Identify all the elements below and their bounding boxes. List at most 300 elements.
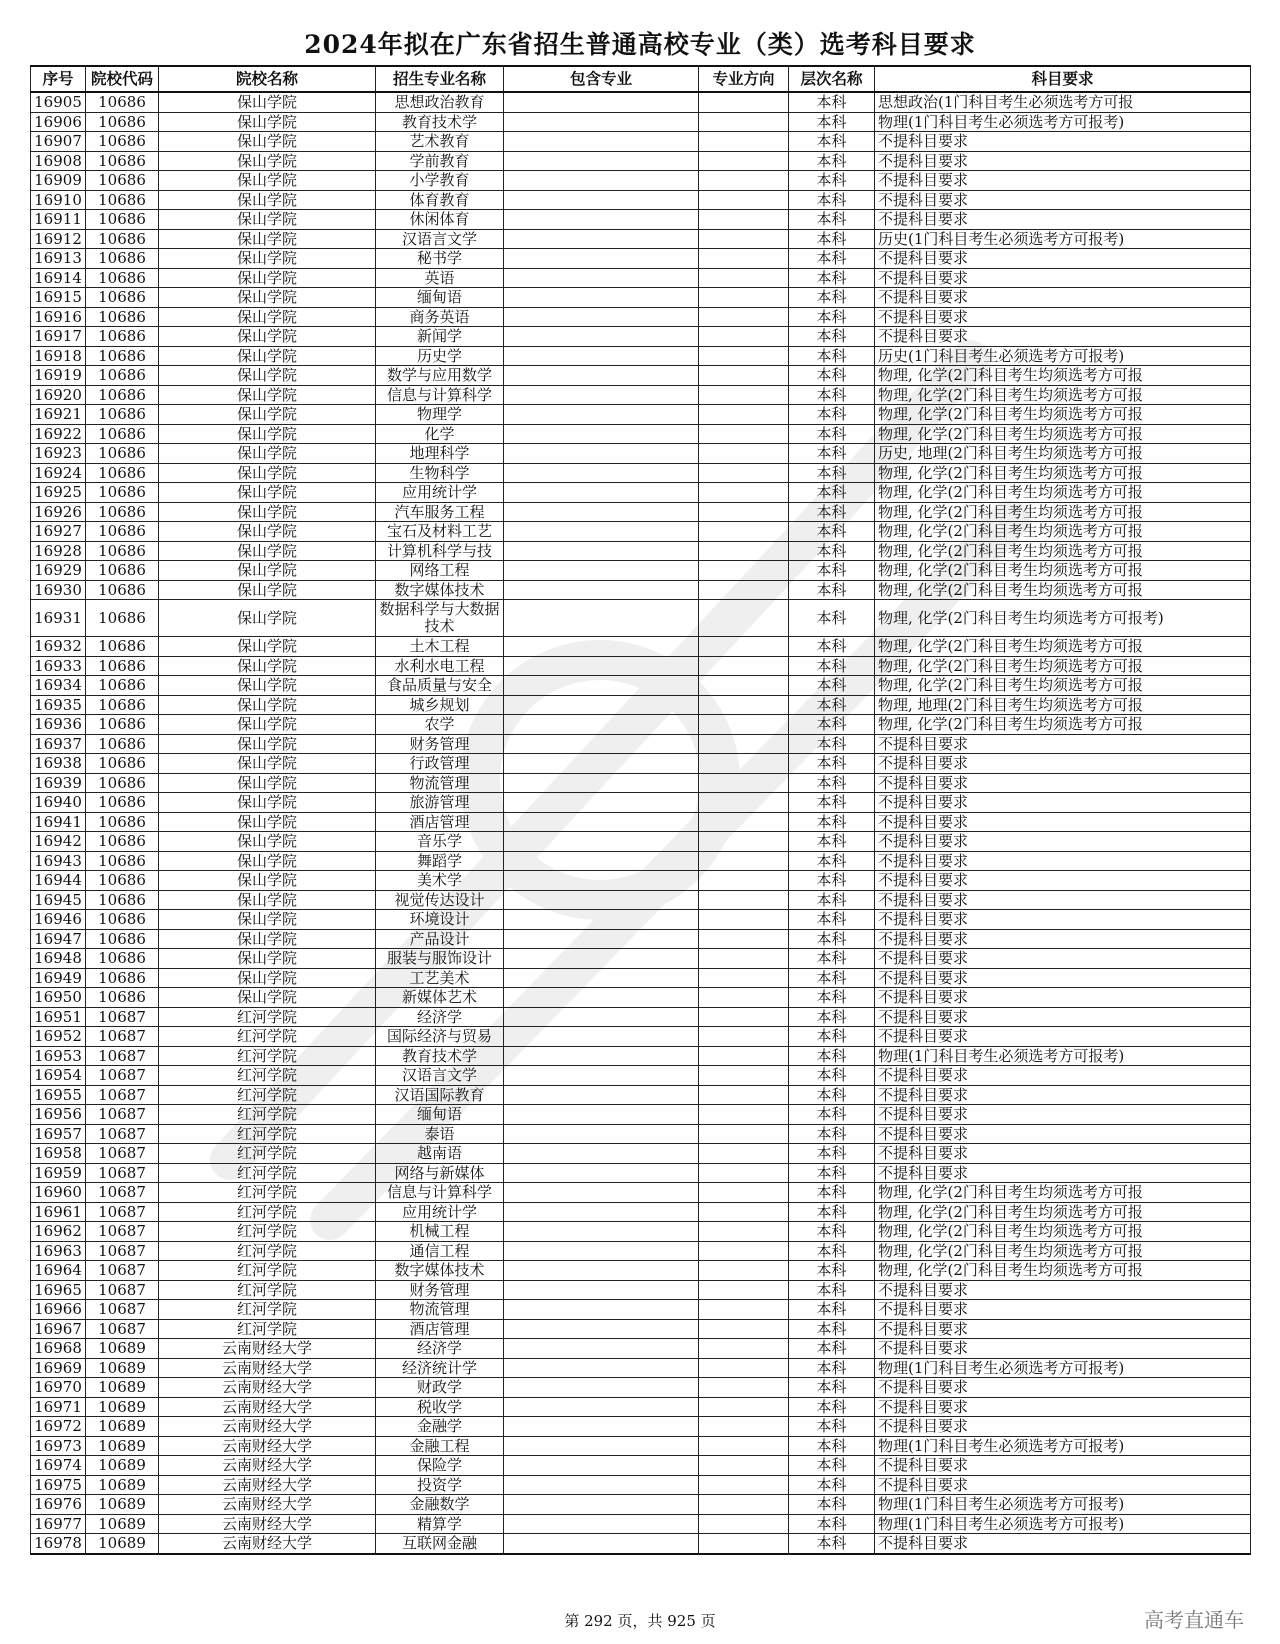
cell-col-major-name: 数学与应用数学 (376, 366, 504, 386)
cell-col-level: 本科 (789, 988, 875, 1008)
cell-col-level: 本科 (789, 151, 875, 171)
cell-col-major-name: 应用统计学 (376, 1202, 504, 1222)
page-title: 2024年拟在广东省招生普通高校专业（类）选考科目要求 (304, 30, 976, 59)
cell-col-included-majors (504, 1066, 699, 1086)
cell-col-subject-req: 不提科目要求 (875, 1280, 1251, 1300)
cell-col-major-name: 信息与计算科学 (376, 1183, 504, 1203)
cell-col-school-code: 10687 (86, 1046, 159, 1066)
table-row (31, 307, 1251, 327)
cell-col-major-name: 历史学 (376, 346, 504, 366)
cell-col-school-code: 10686 (86, 366, 159, 386)
cell-col-subject-req: 历史(1门科目考生必须选考方可报考) (875, 346, 1251, 366)
cell-col-subject-req: 不提科目要求 (875, 910, 1251, 930)
cell-col-subject-req: 物理, 化学(2门科目考生均须选考方可报 (875, 502, 1251, 522)
cell-col-school-code: 10686 (86, 832, 159, 852)
cell-col-included-majors (504, 1261, 699, 1281)
cell-col-school-code: 10686 (86, 541, 159, 561)
cell-col-included-majors (504, 1456, 699, 1476)
cell-col-level: 本科 (789, 268, 875, 288)
cell-col-school-code: 10686 (86, 851, 159, 871)
table-row (31, 773, 1251, 793)
cell-col-direction (699, 1495, 789, 1515)
cell-col-school-name: 保山学院 (159, 249, 376, 269)
cell-col-level: 本科 (789, 890, 875, 910)
table-row (31, 366, 1251, 386)
cell-col-level: 本科 (789, 600, 875, 637)
cell-col-major-name: 城乡规划 (376, 695, 504, 715)
cell-col-major-name: 应用统计学 (376, 483, 504, 503)
cell-col-level: 本科 (789, 229, 875, 249)
cell-col-included-majors (504, 229, 699, 249)
cell-col-included-majors (504, 1085, 699, 1105)
cell-col-school-code: 10686 (86, 988, 159, 1008)
cell-col-major-name: 网络与新媒体 (376, 1163, 504, 1183)
cell-col-subject-req: 不提科目要求 (875, 327, 1251, 347)
table-row (31, 522, 1251, 542)
cell-col-seq: 16948 (31, 949, 86, 969)
table-row (31, 890, 1251, 910)
cell-col-school-name: 红河学院 (159, 1241, 376, 1261)
cell-col-direction (699, 502, 789, 522)
cell-col-school-code: 10686 (86, 190, 159, 210)
cell-col-included-majors (504, 1495, 699, 1515)
cell-col-school-name: 保山学院 (159, 92, 376, 112)
cell-col-major-name: 金融学 (376, 1417, 504, 1437)
cell-col-major-name: 化学 (376, 424, 504, 444)
cell-col-subject-req: 物理, 化学(2门科目考生均须选考方可报 (875, 580, 1251, 600)
cell-col-major-name: 经济学 (376, 1339, 504, 1359)
cell-col-subject-req: 物理, 化学(2门科目考生均须选考方可报考) (875, 600, 1251, 637)
table-row (31, 695, 1251, 715)
cell-col-direction (699, 561, 789, 581)
cell-col-subject-req: 不提科目要求 (875, 851, 1251, 871)
table-row (31, 502, 1251, 522)
cell-col-seq: 16970 (31, 1378, 86, 1398)
cell-col-school-code: 10686 (86, 424, 159, 444)
table-row (31, 1222, 1251, 1242)
cell-col-subject-req: 不提科目要求 (875, 1417, 1251, 1437)
cell-col-included-majors (504, 851, 699, 871)
cell-col-seq: 16931 (31, 600, 86, 637)
cell-col-direction (699, 1124, 789, 1144)
cell-col-included-majors (504, 1358, 699, 1378)
cell-col-subject-req: 不提科目要求 (875, 288, 1251, 308)
cell-col-school-code: 10689 (86, 1495, 159, 1515)
cell-col-level: 本科 (789, 637, 875, 657)
cell-col-major-name: 计算机科学与技 (376, 541, 504, 561)
cell-col-seq: 16915 (31, 288, 86, 308)
cell-col-included-majors (504, 1144, 699, 1164)
header-col-school-code: 院校代码 (86, 66, 159, 92)
cell-col-school-code: 10686 (86, 405, 159, 425)
cell-col-subject-req: 不提科目要求 (875, 1300, 1251, 1320)
cell-col-school-code: 10686 (86, 715, 159, 735)
table-row (31, 112, 1251, 132)
cell-col-subject-req: 不提科目要求 (875, 249, 1251, 269)
cell-col-subject-req: 历史(1门科目考生必须选考方可报考) (875, 229, 1251, 249)
cell-col-direction (699, 171, 789, 191)
cell-col-school-code: 10686 (86, 734, 159, 754)
cell-col-seq: 16929 (31, 561, 86, 581)
cell-col-school-code: 10689 (86, 1397, 159, 1417)
cell-col-subject-req: 物理, 化学(2门科目考生均须选考方可报 (875, 463, 1251, 483)
cell-col-level: 本科 (789, 1436, 875, 1456)
cell-col-school-name: 保山学院 (159, 190, 376, 210)
table-row (31, 637, 1251, 657)
table-row (31, 1027, 1251, 1047)
cell-col-major-name: 新媒体艺术 (376, 988, 504, 1008)
cell-col-level: 本科 (789, 522, 875, 542)
cell-col-level: 本科 (789, 190, 875, 210)
cell-col-seq: 16924 (31, 463, 86, 483)
cell-col-included-majors (504, 910, 699, 930)
cell-col-school-name: 红河学院 (159, 1007, 376, 1027)
cell-col-school-name: 保山学院 (159, 366, 376, 386)
cell-col-included-majors (504, 1475, 699, 1495)
cell-col-seq: 16916 (31, 307, 86, 327)
cell-col-subject-req: 不提科目要求 (875, 268, 1251, 288)
cell-col-school-code: 10687 (86, 1124, 159, 1144)
cell-col-included-majors (504, 1241, 699, 1261)
cell-col-direction (699, 366, 789, 386)
cell-col-school-name: 保山学院 (159, 424, 376, 444)
cell-col-major-name: 机械工程 (376, 1222, 504, 1242)
cell-col-seq: 16923 (31, 444, 86, 464)
cell-col-major-name: 生物科学 (376, 463, 504, 483)
cell-col-major-name: 酒店管理 (376, 1319, 504, 1339)
cell-col-level: 本科 (789, 561, 875, 581)
cell-col-level: 本科 (789, 1397, 875, 1417)
cell-col-seq: 16942 (31, 832, 86, 852)
cell-col-school-code: 10687 (86, 1066, 159, 1086)
cell-col-direction (699, 327, 789, 347)
cell-col-included-majors (504, 405, 699, 425)
cell-col-included-majors (504, 483, 699, 503)
cell-col-included-majors (504, 1183, 699, 1203)
table-row (31, 424, 1251, 444)
cell-col-included-majors (504, 656, 699, 676)
cell-col-school-code: 10686 (86, 910, 159, 930)
table-row (31, 1046, 1251, 1066)
cell-col-school-name: 红河学院 (159, 1163, 376, 1183)
cell-col-school-code: 10687 (86, 1261, 159, 1281)
cell-col-school-name: 保山学院 (159, 229, 376, 249)
cell-col-subject-req: 不提科目要求 (875, 773, 1251, 793)
cell-col-major-name: 艺术教育 (376, 132, 504, 152)
cell-col-subject-req: 不提科目要求 (875, 1339, 1251, 1359)
cell-col-seq: 16927 (31, 522, 86, 542)
cell-col-level: 本科 (789, 695, 875, 715)
cell-col-seq: 16933 (31, 656, 86, 676)
cell-col-seq: 16905 (31, 92, 86, 112)
cell-col-level: 本科 (789, 327, 875, 347)
cell-col-subject-req: 不提科目要求 (875, 171, 1251, 191)
cell-col-school-name: 保山学院 (159, 734, 376, 754)
table-row (31, 1417, 1251, 1437)
cell-col-seq: 16917 (31, 327, 86, 347)
cell-col-school-code: 10686 (86, 444, 159, 464)
cell-col-included-majors (504, 1417, 699, 1437)
table-row (31, 171, 1251, 191)
cell-col-major-name: 越南语 (376, 1144, 504, 1164)
cell-col-direction (699, 1105, 789, 1125)
cell-col-included-majors (504, 773, 699, 793)
cell-col-level: 本科 (789, 385, 875, 405)
cell-col-level: 本科 (789, 112, 875, 132)
cell-col-level: 本科 (789, 210, 875, 230)
cell-col-direction (699, 676, 789, 696)
cell-col-school-name: 云南财经大学 (159, 1397, 376, 1417)
cell-col-included-majors (504, 541, 699, 561)
cell-col-included-majors (504, 1436, 699, 1456)
cell-col-seq: 16960 (31, 1183, 86, 1203)
cell-col-school-code: 10686 (86, 502, 159, 522)
cell-col-seq: 16938 (31, 754, 86, 774)
cell-col-level: 本科 (789, 346, 875, 366)
cell-col-major-name: 网络工程 (376, 561, 504, 581)
cell-col-seq: 16945 (31, 890, 86, 910)
table-row (31, 871, 1251, 891)
table-row (31, 561, 1251, 581)
cell-col-direction (699, 268, 789, 288)
cell-col-direction (699, 249, 789, 269)
cell-col-school-code: 10686 (86, 929, 159, 949)
cell-col-school-code: 10689 (86, 1417, 159, 1437)
table-row (31, 949, 1251, 969)
header-col-school-name: 院校名称 (159, 66, 376, 92)
cell-col-school-name: 保山学院 (159, 541, 376, 561)
cell-col-subject-req: 不提科目要求 (875, 871, 1251, 891)
cell-col-subject-req: 物理, 化学(2门科目考生均须选考方可报 (875, 656, 1251, 676)
table-row (31, 249, 1251, 269)
cell-col-level: 本科 (789, 307, 875, 327)
cell-col-major-name: 经济统计学 (376, 1358, 504, 1378)
cell-col-included-majors (504, 346, 699, 366)
cell-col-school-code: 10687 (86, 1241, 159, 1261)
cell-col-level: 本科 (789, 1105, 875, 1125)
cell-col-level: 本科 (789, 968, 875, 988)
cell-col-seq: 16966 (31, 1300, 86, 1320)
cell-col-direction (699, 1319, 789, 1339)
cell-col-included-majors (504, 1319, 699, 1339)
cell-col-seq: 16973 (31, 1436, 86, 1456)
cell-col-school-name: 保山学院 (159, 754, 376, 774)
cell-col-subject-req: 物理, 化学(2门科目考生均须选考方可报 (875, 424, 1251, 444)
cell-col-school-name: 保山学院 (159, 851, 376, 871)
cell-col-included-majors (504, 522, 699, 542)
cell-col-included-majors (504, 1378, 699, 1398)
cell-col-school-name: 云南财经大学 (159, 1436, 376, 1456)
cell-col-seq: 16951 (31, 1007, 86, 1027)
cell-col-included-majors (504, 1046, 699, 1066)
cell-col-seq: 16964 (31, 1261, 86, 1281)
cell-col-school-code: 10686 (86, 676, 159, 696)
table-row (31, 92, 1251, 112)
cell-col-included-majors (504, 600, 699, 637)
cell-col-seq: 16946 (31, 910, 86, 930)
cell-col-major-name: 精算学 (376, 1514, 504, 1534)
cell-col-level: 本科 (789, 734, 875, 754)
cell-col-subject-req: 物理, 化学(2门科目考生均须选考方可报 (875, 522, 1251, 542)
cell-col-level: 本科 (789, 1163, 875, 1183)
cell-col-included-majors (504, 1105, 699, 1125)
cell-col-direction (699, 1261, 789, 1281)
cell-col-direction (699, 1202, 789, 1222)
cell-col-direction (699, 1046, 789, 1066)
cell-col-seq: 16935 (31, 695, 86, 715)
cell-col-school-code: 10686 (86, 695, 159, 715)
cell-col-major-name: 数字媒体技术 (376, 1261, 504, 1281)
cell-col-subject-req: 不提科目要求 (875, 1066, 1251, 1086)
cell-col-included-majors (504, 1339, 699, 1359)
cell-col-school-name: 云南财经大学 (159, 1475, 376, 1495)
cell-col-school-code: 10689 (86, 1339, 159, 1359)
cell-col-school-name: 保山学院 (159, 988, 376, 1008)
table-row (31, 1183, 1251, 1203)
cell-col-school-name: 云南财经大学 (159, 1358, 376, 1378)
cell-col-major-name: 物流管理 (376, 773, 504, 793)
cell-col-level: 本科 (789, 1144, 875, 1164)
cell-col-direction (699, 580, 789, 600)
table-row (31, 968, 1251, 988)
cell-col-school-name: 红河学院 (159, 1027, 376, 1047)
cell-col-included-majors (504, 715, 699, 735)
cell-col-school-name: 保山学院 (159, 600, 376, 637)
cell-col-school-code: 10689 (86, 1534, 159, 1554)
cell-col-major-name: 教育技术学 (376, 1046, 504, 1066)
cell-col-level: 本科 (789, 949, 875, 969)
cell-col-level: 本科 (789, 92, 875, 112)
cell-col-direction (699, 754, 789, 774)
cell-col-subject-req: 不提科目要求 (875, 1163, 1251, 1183)
cell-col-major-name: 食品质量与安全 (376, 676, 504, 696)
header-col-seq: 序号 (31, 66, 86, 92)
cell-col-included-majors (504, 171, 699, 191)
cell-col-level: 本科 (789, 1514, 875, 1534)
cell-col-major-name: 财务管理 (376, 734, 504, 754)
cell-col-level: 本科 (789, 754, 875, 774)
cell-col-subject-req: 不提科目要求 (875, 210, 1251, 230)
cell-col-seq: 16930 (31, 580, 86, 600)
cell-col-school-code: 10686 (86, 229, 159, 249)
cell-col-school-code: 10687 (86, 1105, 159, 1125)
cell-col-school-code: 10689 (86, 1358, 159, 1378)
cell-col-school-code: 10689 (86, 1456, 159, 1476)
cell-col-seq: 16957 (31, 1124, 86, 1144)
cell-col-included-majors (504, 190, 699, 210)
table-row (31, 463, 1251, 483)
cell-col-school-code: 10686 (86, 871, 159, 891)
cell-col-included-majors (504, 502, 699, 522)
cell-col-school-name: 保山学院 (159, 307, 376, 327)
cell-col-level: 本科 (789, 1124, 875, 1144)
brand-mark: 高考直通车 (1144, 1608, 1244, 1632)
cell-col-subject-req: 不提科目要求 (875, 1319, 1251, 1339)
cell-col-major-name: 视觉传达设计 (376, 890, 504, 910)
cell-col-level: 本科 (789, 541, 875, 561)
cell-col-major-name: 秘书学 (376, 249, 504, 269)
cell-col-school-name: 红河学院 (159, 1261, 376, 1281)
cell-col-school-code: 10689 (86, 1475, 159, 1495)
cell-col-school-name: 保山学院 (159, 793, 376, 813)
cell-col-included-majors (504, 1124, 699, 1144)
cell-col-school-code: 10686 (86, 637, 159, 657)
cell-col-school-name: 保山学院 (159, 483, 376, 503)
cell-col-school-name: 保山学院 (159, 695, 376, 715)
cell-col-level: 本科 (789, 1241, 875, 1261)
cell-col-included-majors (504, 1202, 699, 1222)
cell-col-level: 本科 (789, 910, 875, 930)
cell-col-direction (699, 307, 789, 327)
cell-col-seq: 16906 (31, 112, 86, 132)
cell-col-included-majors (504, 734, 699, 754)
cell-col-included-majors (504, 1163, 699, 1183)
cell-col-level: 本科 (789, 773, 875, 793)
cell-col-school-code: 10686 (86, 151, 159, 171)
cell-col-level: 本科 (789, 1027, 875, 1047)
cell-col-school-name: 云南财经大学 (159, 1378, 376, 1398)
cell-col-subject-req: 物理, 化学(2门科目考生均须选考方可报 (875, 1202, 1251, 1222)
cell-col-school-name: 红河学院 (159, 1124, 376, 1144)
cell-col-school-name: 保山学院 (159, 444, 376, 464)
cell-col-level: 本科 (789, 1222, 875, 1242)
cell-col-subject-req: 物理(1门科目考生必须选考方可报考) (875, 1514, 1251, 1534)
cell-col-subject-req: 物理, 化学(2门科目考生均须选考方可报 (875, 561, 1251, 581)
cell-col-school-name: 保山学院 (159, 112, 376, 132)
cell-col-subject-req: 不提科目要求 (875, 793, 1251, 813)
table-row (31, 600, 1251, 637)
cell-col-major-name: 工艺美术 (376, 968, 504, 988)
cell-col-school-name: 红河学院 (159, 1202, 376, 1222)
cell-col-direction (699, 968, 789, 988)
cell-col-major-name: 缅甸语 (376, 288, 504, 308)
header-col-major-name: 招生专业名称 (376, 66, 504, 92)
cell-col-subject-req: 历史, 地理(2门科目考生均须选考方可报 (875, 444, 1251, 464)
cell-col-major-name: 旅游管理 (376, 793, 504, 813)
cell-col-school-name: 保山学院 (159, 405, 376, 425)
cell-col-direction (699, 1007, 789, 1027)
cell-col-direction (699, 890, 789, 910)
cell-col-seq: 16918 (31, 346, 86, 366)
cell-col-level: 本科 (789, 715, 875, 735)
cell-col-school-code: 10686 (86, 92, 159, 112)
table-row (31, 1007, 1251, 1027)
cell-col-included-majors (504, 288, 699, 308)
cell-col-school-name: 红河学院 (159, 1319, 376, 1339)
cell-col-seq: 16975 (31, 1475, 86, 1495)
cell-col-major-name: 舞蹈学 (376, 851, 504, 871)
cell-col-direction (699, 1358, 789, 1378)
table-row (31, 1339, 1251, 1359)
cell-col-direction (699, 541, 789, 561)
cell-col-direction (699, 1300, 789, 1320)
cell-col-direction (699, 424, 789, 444)
cell-col-level: 本科 (789, 1475, 875, 1495)
cell-col-school-name: 保山学院 (159, 929, 376, 949)
cell-col-direction (699, 637, 789, 657)
cell-col-subject-req: 不提科目要求 (875, 812, 1251, 832)
table-row (31, 754, 1251, 774)
cell-col-subject-req: 物理, 化学(2门科目考生均须选考方可报 (875, 541, 1251, 561)
cell-col-school-name: 保山学院 (159, 773, 376, 793)
cell-col-major-name: 新闻学 (376, 327, 504, 347)
cell-col-level: 本科 (789, 929, 875, 949)
cell-col-school-name: 保山学院 (159, 890, 376, 910)
cell-col-school-name: 保山学院 (159, 656, 376, 676)
cell-col-school-code: 10686 (86, 385, 159, 405)
cell-col-included-majors (504, 871, 699, 891)
cell-col-seq: 16912 (31, 229, 86, 249)
